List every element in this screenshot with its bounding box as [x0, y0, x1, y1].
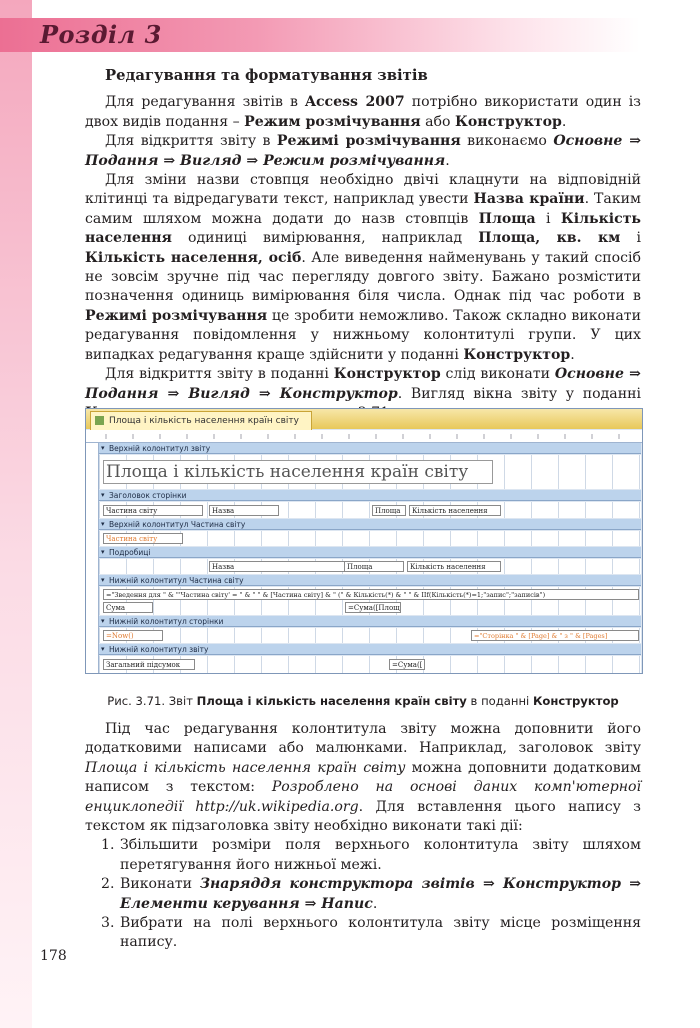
band-page-header	[99, 502, 641, 518]
group-sum-label[interactable]: Сума	[103, 602, 153, 613]
paragraph-2: Для відкриття звіту в Режимі розмічування виконаємо Основне ⇒ Подання ⇒ Вигляд ⇒ Режим розмічування.	[85, 133, 641, 169]
steps-list	[85, 836, 641, 952]
section-detail[interactable]: ▾ Подробиці	[99, 547, 641, 558]
list-item: 3. Вибрати на полі верхнього колонтитула звіту місце розміщення напису.	[101, 915, 641, 951]
band-report-footer	[99, 656, 641, 673]
page-footer-pages[interactable]: ="Сторінка " & [Page] & " з " & [Pages]	[471, 630, 639, 641]
header-field-name[interactable]: Назва	[209, 505, 279, 516]
band-report-header	[99, 455, 641, 489]
section-group-header[interactable]: ▾ Верхній колонтитул Частина світу	[99, 519, 641, 530]
main-text	[85, 66, 641, 423]
header-field-part[interactable]: Частина світу	[103, 505, 203, 516]
report-total-expression[interactable]: =Сума([	[389, 659, 425, 670]
band-page-footer	[99, 628, 641, 643]
paragraph-4: Для відкриття звіту в поданні Конструктор слід виконати Основне ⇒ Подання ⇒ Вигляд ⇒ Конструктор. Вигляд вікна звіту у поданні	[85, 366, 641, 402]
horizontal-ruler	[86, 430, 642, 443]
section-title: Редагування та форматування звітів	[105, 67, 428, 84]
main-text-continued	[85, 720, 641, 953]
report-tab[interactable]: Площа і кількість населення країн світу	[90, 411, 312, 430]
band-group-footer	[99, 587, 641, 615]
page-footer-now[interactable]: =Now()	[103, 630, 163, 641]
detail-field-name[interactable]: Назва	[209, 561, 359, 572]
report-total-label[interactable]: Загальний підсумок	[103, 659, 195, 670]
group-summary-expression[interactable]: ="Зведення для " & "'Частина світу' = " & " " & [Частина світу] & " (" & Кількість(*) & " " & IIf(Кількість(*)=1;"запис";"записів")	[103, 589, 639, 600]
chapter-title: Розділ 3	[40, 20, 162, 49]
detail-field-area[interactable]: Площа	[344, 561, 404, 572]
report-designer-screenshot	[85, 408, 643, 674]
section-page-footer[interactable]: ▾ Нижній колонтитул сторінки	[99, 616, 641, 627]
figure-caption: Рис. 3.71. Звіт Площа і кількість населення країн світу в поданні Конструктор	[107, 694, 619, 708]
group-field[interactable]: Частина світу	[103, 533, 183, 544]
paragraph-3: Для зміни назви стовпця необхідно двічі клацнути на відповідній клітинці та відредагувати текст, наприклад увести Назва країни. Таким самим шляхом можна додати до назв стовпців Площа і Кількість населення одиниці вимірювання, наприклад Площа, кв. км і Кількість населення, осіб. Але виведення найменувань у такий спосіб не зовсім зручне під час перегляду довгого звіту. Бажано розмістити позначення одиниць вимірювання біля числа. Однак під час роботи в Режимі розмічування це зробити неможливо. Також складно виконати редагування повідомлення у нижньому колонтитулі групи. У цих випадках редагування краще здійснити у поданні Конструктор.	[85, 172, 641, 363]
report-icon	[95, 416, 104, 425]
group-sum-expression[interactable]: =Сума([Площ	[345, 602, 401, 613]
report-title-field[interactable]: Площа і кількість населення країн світу	[103, 460, 493, 484]
header-field-area[interactable]: Площа	[372, 505, 406, 516]
list-item: 2. Виконати Знаряддя конструктора звітів ⇒ Конструктор ⇒ Елементи керування ⇒ Напис.	[101, 876, 642, 912]
list-item: 1. Збільшити розміри поля верхнього колонтитула звіту шляхом перетягування його нижньої межі.	[101, 837, 641, 873]
ruler-ticks	[86, 430, 642, 442]
section-report-footer[interactable]: ▾ Нижній колонтитул звіту	[99, 644, 641, 655]
vertical-ruler	[86, 443, 99, 673]
paragraph-5: Під час редагування колонтитула звіту можна доповнити його додатковими написами або малюнками. Наприклад, заголовок звіту Площа і кількість населення країн світу можна доповнити додатковим написом з текстом: Розроблено на основі даних комп'ютерної енциклопедії http://uk.wikipedia.org. Для вставлення цього напису з текстом як підзаголовка звіту необхідно виконати такі дії:	[85, 721, 641, 835]
band-detail	[99, 559, 641, 574]
section-page-header[interactable]: ▾ Заголовок сторінки	[99, 490, 641, 501]
section-group-footer[interactable]: ▾ Нижній колонтитул Частина світу	[99, 575, 641, 586]
page-number: 178	[40, 948, 67, 964]
page-margin-bar	[0, 0, 32, 1028]
section-report-header[interactable]: ▾ Верхній колонтитул звіту	[99, 443, 641, 454]
detail-field-population[interactable]: Кількість населення	[407, 561, 501, 572]
header-field-population[interactable]: Кількість населення	[409, 505, 501, 516]
paragraph-1: Для редагування звітів в Access 2007 потрібно використати один із двох видів подання – Режим розмічування або Конструктор.	[85, 94, 641, 130]
document-tab-bar	[86, 409, 642, 429]
band-group-header	[99, 531, 641, 546]
